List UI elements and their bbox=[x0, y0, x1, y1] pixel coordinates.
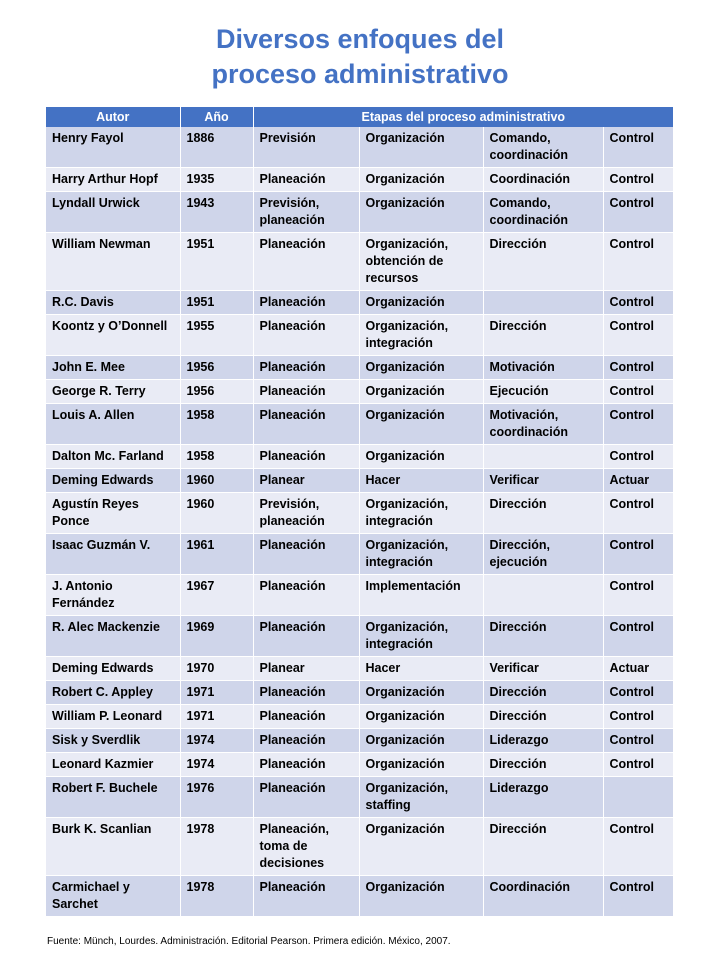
cell-year: 1974 bbox=[180, 729, 253, 753]
cell-stage-2: Organización, integración bbox=[359, 315, 483, 356]
cell-year: 1935 bbox=[180, 168, 253, 192]
cell-stage-4: Control bbox=[603, 315, 673, 356]
cell-author: Burk K. Scanlian bbox=[46, 818, 180, 876]
cell-stage-1: Planeación bbox=[253, 315, 359, 356]
header-year: Año bbox=[180, 107, 253, 127]
cell-year: 1956 bbox=[180, 356, 253, 380]
cell-stage-2: Organización bbox=[359, 380, 483, 404]
cell-author: George R. Terry bbox=[46, 380, 180, 404]
cell-author: Louis A. Allen bbox=[46, 404, 180, 445]
cell-stage-2: Organización bbox=[359, 192, 483, 233]
cell-author: Agustín Reyes Ponce bbox=[46, 493, 180, 534]
table-row bbox=[46, 493, 673, 534]
cell-stage-4: Control bbox=[603, 291, 673, 315]
table-row bbox=[46, 777, 673, 818]
cell-stage-1: Planeación bbox=[253, 404, 359, 445]
cell-year: 1971 bbox=[180, 681, 253, 705]
cell-stage-1: Planeación bbox=[253, 356, 359, 380]
cell-stage-4: Control bbox=[603, 753, 673, 777]
cell-stage-2: Organización bbox=[359, 681, 483, 705]
cell-stage-3 bbox=[483, 291, 603, 315]
cell-stage-1: Planeación bbox=[253, 729, 359, 753]
cell-stage-1: Planeación bbox=[253, 876, 359, 917]
cell-author: William P. Leonard bbox=[46, 705, 180, 729]
cell-stage-1: Planeación bbox=[253, 753, 359, 777]
cell-author: Sisk y Sverdlik bbox=[46, 729, 180, 753]
cell-stage-3: Dirección bbox=[483, 818, 603, 876]
cell-stage-2: Organización, integración bbox=[359, 616, 483, 657]
cell-stage-2: Hacer bbox=[359, 657, 483, 681]
cell-year: 1978 bbox=[180, 818, 253, 876]
cell-author: Lyndall Urwick bbox=[46, 192, 180, 233]
cell-year: 1978 bbox=[180, 876, 253, 917]
cell-stage-3: Liderazgo bbox=[483, 777, 603, 818]
cell-stage-1: Planeación bbox=[253, 291, 359, 315]
cell-year: 1943 bbox=[180, 192, 253, 233]
cell-stage-3: Verificar bbox=[483, 657, 603, 681]
cell-stage-1: Planeación bbox=[253, 445, 359, 469]
cell-stage-4: Control bbox=[603, 534, 673, 575]
cell-stage-4: Control bbox=[603, 575, 673, 616]
cell-stage-3: Dirección bbox=[483, 616, 603, 657]
cell-author: R.C. Davis bbox=[46, 291, 180, 315]
cell-author: Carmichael y Sarchet bbox=[46, 876, 180, 917]
cell-year: 1961 bbox=[180, 534, 253, 575]
cell-stage-3: Dirección, ejecución bbox=[483, 534, 603, 575]
cell-stage-3 bbox=[483, 575, 603, 616]
table-header-row bbox=[46, 107, 673, 127]
cell-stage-1: Planeación bbox=[253, 233, 359, 291]
table-row bbox=[46, 192, 673, 233]
cell-stage-4: Control bbox=[603, 729, 673, 753]
cell-stage-3: Dirección bbox=[483, 705, 603, 729]
cell-stage-3: Comando, coordinación bbox=[483, 127, 603, 168]
cell-stage-4: Control bbox=[603, 681, 673, 705]
table-row bbox=[46, 729, 673, 753]
cell-author: Leonard Kazmier bbox=[46, 753, 180, 777]
cell-stage-3: Verificar bbox=[483, 469, 603, 493]
table-row bbox=[46, 380, 673, 404]
cell-author: Deming Edwards bbox=[46, 657, 180, 681]
cell-author: Deming Edwards bbox=[46, 469, 180, 493]
cell-year: 1971 bbox=[180, 705, 253, 729]
cell-stage-1: Previsión bbox=[253, 127, 359, 168]
table-row bbox=[46, 705, 673, 729]
cell-author: Isaac Guzmán V. bbox=[46, 534, 180, 575]
cell-stage-4: Control bbox=[603, 876, 673, 917]
cell-stage-1: Planear bbox=[253, 657, 359, 681]
cell-stage-2: Organización bbox=[359, 404, 483, 445]
cell-stage-3: Liderazgo bbox=[483, 729, 603, 753]
table-row bbox=[46, 753, 673, 777]
table-body bbox=[46, 127, 673, 917]
cell-stage-3: Dirección bbox=[483, 233, 603, 291]
cell-stage-3: Coordinación bbox=[483, 168, 603, 192]
cell-year: 1970 bbox=[180, 657, 253, 681]
table-row bbox=[46, 534, 673, 575]
cell-author: William Newman bbox=[46, 233, 180, 291]
cell-year: 1951 bbox=[180, 233, 253, 291]
cell-stage-1: Planeación bbox=[253, 575, 359, 616]
table-row bbox=[46, 469, 673, 493]
cell-stage-2: Organización, staffing bbox=[359, 777, 483, 818]
cell-year: 1958 bbox=[180, 445, 253, 469]
table-row bbox=[46, 127, 673, 168]
cell-stage-1: Planeación bbox=[253, 681, 359, 705]
cell-stage-2: Implementación bbox=[359, 575, 483, 616]
cell-year: 1976 bbox=[180, 777, 253, 818]
cell-stage-4: Control bbox=[603, 380, 673, 404]
process-table bbox=[46, 107, 673, 917]
cell-stage-2: Organización bbox=[359, 356, 483, 380]
cell-stage-4: Control bbox=[603, 192, 673, 233]
cell-stage-1: Planeación bbox=[253, 380, 359, 404]
cell-stage-2: Organización bbox=[359, 168, 483, 192]
cell-year: 1955 bbox=[180, 315, 253, 356]
cell-author: J. Antonio Fernández bbox=[46, 575, 180, 616]
cell-stage-2: Organización bbox=[359, 818, 483, 876]
table-row bbox=[46, 575, 673, 616]
cell-stage-3: Motivación bbox=[483, 356, 603, 380]
cell-author: Harry Arthur Hopf bbox=[46, 168, 180, 192]
header-stages: Etapas del proceso administrativo bbox=[253, 107, 673, 127]
table-row bbox=[46, 681, 673, 705]
cell-year: 1951 bbox=[180, 291, 253, 315]
table-row bbox=[46, 315, 673, 356]
header-author: Autor bbox=[46, 107, 180, 127]
cell-stage-2: Organización bbox=[359, 876, 483, 917]
cell-stage-4: Control bbox=[603, 616, 673, 657]
table-row bbox=[46, 291, 673, 315]
cell-stage-4: Control bbox=[603, 818, 673, 876]
cell-stage-4: Control bbox=[603, 127, 673, 168]
cell-stage-1: Previsión, planeación bbox=[253, 493, 359, 534]
cell-year: 1960 bbox=[180, 493, 253, 534]
cell-stage-2: Organización bbox=[359, 291, 483, 315]
cell-stage-1: Planeación, toma de decisiones bbox=[253, 818, 359, 876]
cell-author: Robert C. Appley bbox=[46, 681, 180, 705]
cell-stage-4 bbox=[603, 777, 673, 818]
cell-stage-4: Control bbox=[603, 168, 673, 192]
cell-stage-4: Control bbox=[603, 445, 673, 469]
title-line-1: Diversos enfoques del bbox=[215, 24, 505, 54]
cell-stage-3: Dirección bbox=[483, 681, 603, 705]
cell-stage-1: Planear bbox=[253, 469, 359, 493]
page-title bbox=[0, 22, 720, 92]
source-note: Fuente: Münch, Lourdes. Administración. Editorial Pearson. Primera edición. México, 2007. bbox=[47, 936, 451, 947]
cell-stage-4: Control bbox=[603, 356, 673, 380]
cell-stage-1: Planeación bbox=[253, 777, 359, 818]
cell-stage-2: Organización bbox=[359, 729, 483, 753]
cell-stage-2: Organización bbox=[359, 753, 483, 777]
cell-year: 1960 bbox=[180, 469, 253, 493]
cell-stage-2: Organización bbox=[359, 127, 483, 168]
cell-year: 1956 bbox=[180, 380, 253, 404]
table-row bbox=[46, 168, 673, 192]
table-row bbox=[46, 616, 673, 657]
cell-stage-2: Organización, obtención de recursos bbox=[359, 233, 483, 291]
cell-stage-4: Control bbox=[603, 705, 673, 729]
cell-stage-3: Dirección bbox=[483, 753, 603, 777]
cell-stage-2: Organización, integración bbox=[359, 534, 483, 575]
cell-stage-3: Motivación, coordinación bbox=[483, 404, 603, 445]
cell-author: Robert F. Buchele bbox=[46, 777, 180, 818]
cell-year: 1958 bbox=[180, 404, 253, 445]
cell-stage-3: Ejecución bbox=[483, 380, 603, 404]
cell-stage-3: Dirección bbox=[483, 493, 603, 534]
title-line-2: proceso administrativo bbox=[211, 59, 509, 89]
cell-author: Dalton Mc. Farland bbox=[46, 445, 180, 469]
cell-year: 1886 bbox=[180, 127, 253, 168]
table-row bbox=[46, 445, 673, 469]
cell-stage-1: Planeación bbox=[253, 534, 359, 575]
table-row bbox=[46, 657, 673, 681]
table-row bbox=[46, 876, 673, 917]
cell-stage-1: Planeación bbox=[253, 168, 359, 192]
cell-stage-2: Organización bbox=[359, 705, 483, 729]
table-row bbox=[46, 233, 673, 291]
table-row bbox=[46, 356, 673, 380]
cell-stage-1: Planeación bbox=[253, 705, 359, 729]
cell-author: Koontz y O’Donnell bbox=[46, 315, 180, 356]
table-row bbox=[46, 818, 673, 876]
cell-year: 1969 bbox=[180, 616, 253, 657]
cell-stage-3: Coordinación bbox=[483, 876, 603, 917]
cell-stage-4: Actuar bbox=[603, 469, 673, 493]
cell-stage-2: Hacer bbox=[359, 469, 483, 493]
cell-stage-4: Control bbox=[603, 404, 673, 445]
cell-author: John E. Mee bbox=[46, 356, 180, 380]
cell-stage-3 bbox=[483, 445, 603, 469]
cell-stage-4: Control bbox=[603, 233, 673, 291]
cell-stage-4: Actuar bbox=[603, 657, 673, 681]
cell-stage-4: Control bbox=[603, 493, 673, 534]
cell-stage-3: Dirección bbox=[483, 315, 603, 356]
cell-author: Henry Fayol bbox=[46, 127, 180, 168]
cell-stage-1: Previsión, planeación bbox=[253, 192, 359, 233]
cell-stage-2: Organización, integración bbox=[359, 493, 483, 534]
cell-year: 1967 bbox=[180, 575, 253, 616]
table-row bbox=[46, 404, 673, 445]
cell-stage-1: Planeación bbox=[253, 616, 359, 657]
cell-year: 1974 bbox=[180, 753, 253, 777]
cell-stage-3: Comando, coordinación bbox=[483, 192, 603, 233]
cell-stage-2: Organización bbox=[359, 445, 483, 469]
cell-author: R. Alec Mackenzie bbox=[46, 616, 180, 657]
